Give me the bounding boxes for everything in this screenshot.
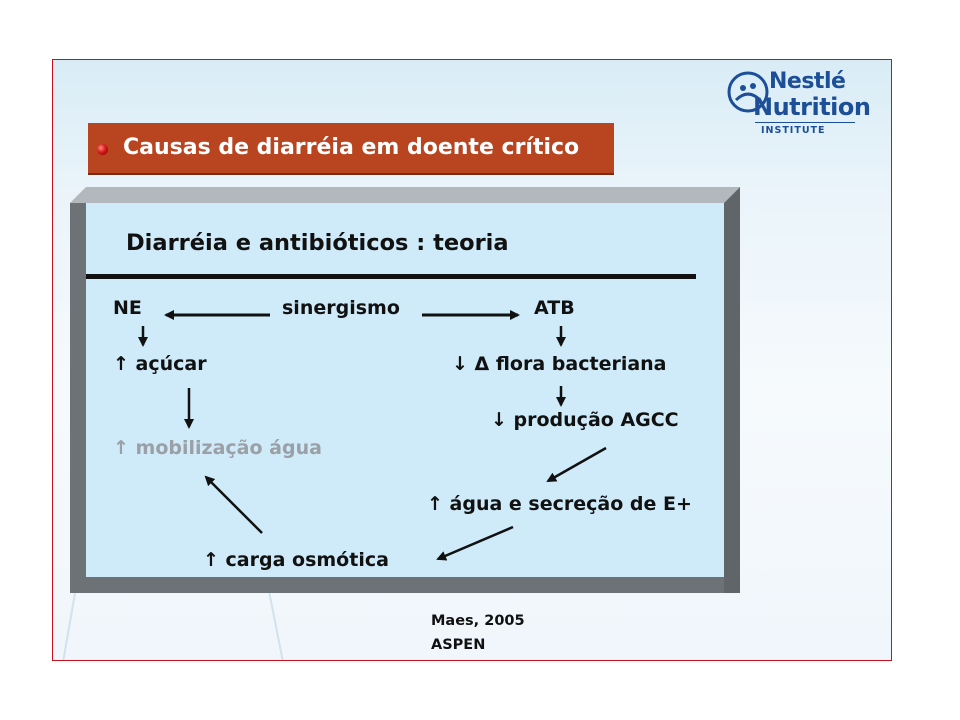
slide-title: Causas de diarréia em doente crítico — [123, 135, 580, 160]
panel-bottom-frame — [70, 577, 724, 593]
node-carga: ↑ carga osmótica — [203, 549, 389, 571]
logo-line-1: Nestlé — [769, 69, 846, 94]
node-mobilizacao: ↑ mobilização água — [113, 437, 322, 459]
reference-author: Maes, 2005 — [431, 613, 525, 629]
node-flora: ↓ Δ flora bacteriana — [452, 353, 667, 375]
panel-background — [86, 203, 724, 577]
node-ne: NE — [113, 297, 142, 319]
node-agua-secrecao: ↑ água e secreção de E+ — [427, 493, 692, 515]
node-atb: ATB — [534, 297, 575, 319]
panel-top-bevel — [70, 187, 740, 203]
heading-underline — [86, 274, 696, 279]
logo-line-2: Nutrition — [753, 93, 871, 121]
panel-heading: Diarréia e antibióticos : teoria — [126, 230, 509, 256]
node-acucar: ↑ açúcar — [113, 353, 207, 375]
node-sinergismo: sinergismo — [282, 297, 400, 319]
logo-line-3: INSTITUTE — [761, 125, 826, 136]
node-producao: ↓ produção AGCC — [491, 409, 679, 431]
reference-source: ASPEN — [431, 637, 486, 653]
panel-right-bevel — [724, 187, 740, 593]
panel-left-frame — [70, 203, 86, 593]
